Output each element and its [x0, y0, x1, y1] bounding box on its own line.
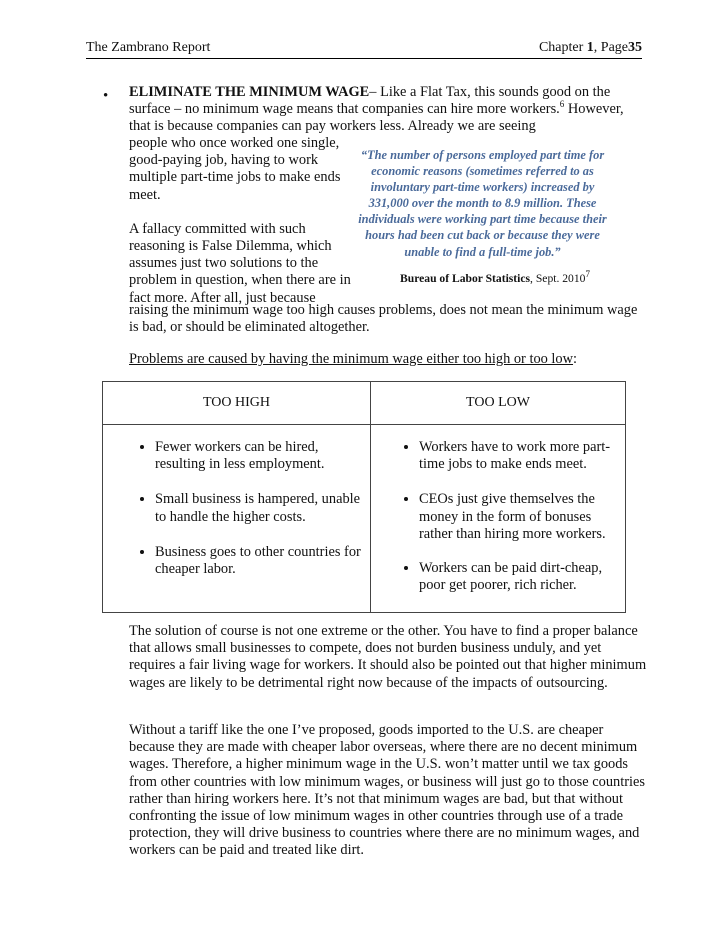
too-high-cell: [103, 425, 371, 613]
too-low-header: TOO LOW: [371, 382, 626, 425]
bullet-rest-text: raising the minimum wage too high causes problems, does not mean the minimum wage is bad, or should be eliminated altogether.: [129, 302, 638, 336]
wrapped-text-column: [129, 135, 359, 307]
list-item: • Fewer workers can be hired, resulting in less employment.: [155, 439, 370, 473]
too-low-cell: [371, 425, 626, 613]
paragraph-tariff: Without a tariff like the one I’ve proposed, goods imported to the U.S. are cheaper because they are made with cheaper labor overseas, where there are no decent minimum wages. Therefore, a higher minimum wage in the U.S. won’t matter until we tax goods from other countries with low minimum wages, or business will just go to those countries rather than hiring workers here. It’s not that minimum wages are bad, but that without confronting the issue of low minimum wages in other countries through use of a trade protection, they will drive business to countries where there are no minimum wages, and workers can be paid and treated like dirt.: [129, 722, 646, 859]
pull-quote: “The number of persons employed part time for economic reasons (sometimes referred to as involuntary part-time workers) increased by 331,000 over the month to 8.9 million. These individuals were working part time because their hours had been cut back or because they were unable to find a full-time job.”: [358, 148, 607, 259]
fallacy-text: A fallacy committed with such reasoning is False Dilemma, which assumes just two solutions to the problem in question, when there are in fact more. After all, just because: [129, 220, 351, 306]
report-title: The Zambrano Report: [86, 40, 211, 55]
list-item: • Workers have to work more part-time jobs to make ends meet.: [419, 439, 625, 473]
chapter-page-label: Chapter 1, Page35: [538, 40, 642, 55]
problems-heading: Problems are caused by having the minimum wage either too high or too low:: [129, 351, 578, 367]
page-header: [86, 40, 642, 59]
comparison-table: [102, 381, 626, 613]
too-high-header: TOO HIGH: [103, 382, 371, 425]
bullet-title: ELIMINATE THE MINIMUM WAGE: [129, 84, 370, 100]
quote-source: Bureau of Labor Statistics, Sept. 2010$^7$: [400, 269, 590, 285]
chapter-number: 1: [586, 40, 594, 55]
bullet-intro: ELIMINATE THE MINIMUM WAGE– Like a Flat Tax, this sounds good on the surface – no minimum wage means that companies can hire more workers.$^6$ However, that is because companies can pay workers less. Already we are seeing: [129, 84, 624, 135]
list-item: • Business goes to other countries for cheaper labor.: [155, 544, 370, 578]
wrap-text-1: people who once worked one single, good-paying job, having to work multiple part-time jobs to make ends meet.: [129, 135, 341, 203]
list-item: • Workers can be paid dirt-cheap, poor get poorer, rich richer.: [419, 560, 625, 594]
bullet-icon: •: [103, 88, 109, 104]
list-item: • Small business is hampered, unable to handle the higher costs.: [155, 491, 370, 525]
footnote-6: 6: [559, 99, 565, 110]
list-item: • CEOs just give themselves the money in the form of bonuses rather than hiring more workers.: [419, 491, 625, 543]
paragraph-solution: The solution of course is not one extreme or the other. You have to find a proper balance that allows small businesses to compete, does not burden business unduly, and yet requires a fair living wage for workers. It should also be pointed out that higher minimum wages are likely to be detrimental right now because of the impacts of outsourcing.: [129, 623, 647, 691]
page-number: 35: [628, 40, 642, 55]
